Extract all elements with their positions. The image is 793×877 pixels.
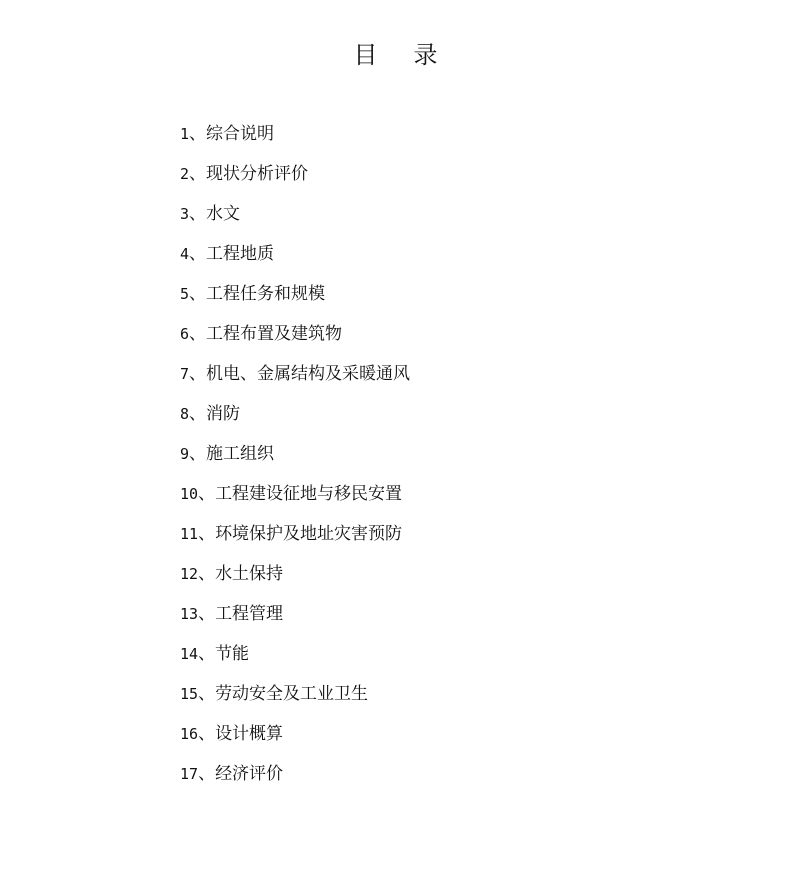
toc-item-title: 工程地质 <box>206 244 275 264</box>
toc-item-title: 水土保持 <box>215 564 284 584</box>
toc-item-separator: 、 <box>189 244 207 264</box>
toc-item-title: 劳动安全及工业卫生 <box>215 684 369 704</box>
toc-item-separator: 、 <box>198 564 216 584</box>
toc-item <box>180 719 410 759</box>
toc-item-title: 节能 <box>215 644 250 664</box>
toc-item-number: 12 <box>180 565 199 583</box>
toc-item <box>180 559 410 599</box>
toc-item-separator: 、 <box>198 604 216 624</box>
toc-item-number: 10 <box>180 485 199 503</box>
toc-item-number: 3 <box>180 205 190 223</box>
toc-item-number: 8 <box>180 405 190 423</box>
toc-item-number: 11 <box>180 525 199 543</box>
toc-item-separator: 、 <box>198 764 216 784</box>
toc-item <box>180 399 410 439</box>
toc-item <box>180 159 410 199</box>
toc-item <box>180 519 410 559</box>
toc-item-title: 水文 <box>206 204 241 224</box>
toc-item-separator: 、 <box>198 484 216 504</box>
toc-item-number: 2 <box>180 165 190 183</box>
toc-item-title: 工程布置及建筑物 <box>206 324 343 344</box>
toc-item <box>180 239 410 279</box>
toc-item-number: 9 <box>180 445 190 463</box>
toc-item <box>180 759 410 799</box>
toc-item-separator: 、 <box>198 644 216 664</box>
toc-item <box>180 639 410 679</box>
toc-item-number: 17 <box>180 765 199 783</box>
toc-item-separator: 、 <box>189 324 207 344</box>
toc-item-separator: 、 <box>189 404 207 424</box>
toc-item <box>180 279 410 319</box>
toc-item <box>180 679 410 719</box>
toc-item-title: 经济评价 <box>215 764 284 784</box>
toc-item <box>180 359 410 399</box>
toc-item-title: 消防 <box>206 404 241 424</box>
toc-item-number: 1 <box>180 125 190 143</box>
toc-item-title: 工程任务和规模 <box>206 284 326 304</box>
title-char-right: 录 <box>413 41 440 69</box>
table-of-contents <box>180 119 410 799</box>
toc-item-separator: 、 <box>198 684 216 704</box>
toc-item-number: 13 <box>180 605 199 623</box>
toc-item-number: 7 <box>180 365 190 383</box>
toc-item-separator: 、 <box>189 164 207 184</box>
toc-item-title: 设计概算 <box>215 724 284 744</box>
toc-item-title: 工程建设征地与移民安置 <box>215 484 403 504</box>
toc-item <box>180 439 410 479</box>
toc-item-number: 6 <box>180 325 190 343</box>
toc-item-separator: 、 <box>189 204 207 224</box>
toc-item-title: 机电、金属结构及采暖通风 <box>206 364 411 384</box>
toc-item-number: 15 <box>180 685 199 703</box>
toc-item-title: 施工组织 <box>206 444 275 464</box>
toc-item <box>180 599 410 639</box>
page-title <box>0 38 793 72</box>
toc-item-separator: 、 <box>189 124 207 144</box>
toc-item-separator: 、 <box>189 284 207 304</box>
toc-item <box>180 319 410 359</box>
toc-item <box>180 119 410 159</box>
toc-item-separator: 、 <box>198 524 216 544</box>
toc-item-separator: 、 <box>189 364 207 384</box>
toc-item <box>180 199 410 239</box>
toc-item-title: 工程管理 <box>215 604 284 624</box>
toc-item-number: 14 <box>180 645 199 663</box>
toc-item-title: 综合说明 <box>206 124 275 144</box>
toc-item-title: 环境保护及地址灾害预防 <box>215 524 403 544</box>
toc-item <box>180 479 410 519</box>
toc-item-number: 5 <box>180 285 190 303</box>
title-char-left: 目 <box>353 41 380 69</box>
toc-item-number: 16 <box>180 725 199 743</box>
toc-item-number: 4 <box>180 245 190 263</box>
toc-item-separator: 、 <box>198 724 216 744</box>
toc-item-separator: 、 <box>189 444 207 464</box>
toc-item-title: 现状分析评价 <box>206 164 309 184</box>
